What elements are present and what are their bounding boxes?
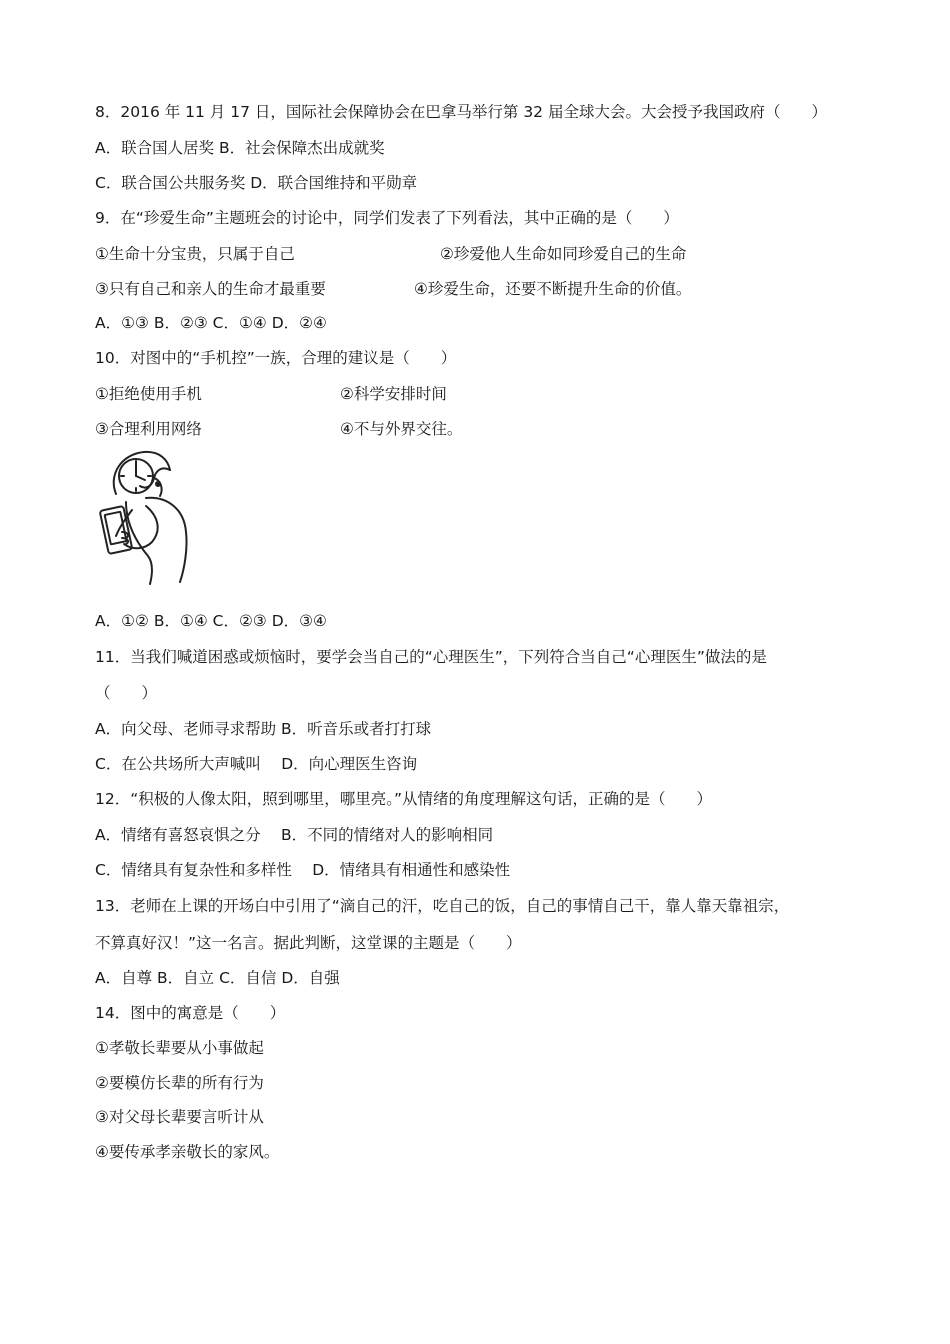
q9-item2: ②珍爱他人生命如同珍爱自己的生命: [440, 245, 687, 263]
q10-item4: ④不与外界交往。: [340, 420, 463, 438]
q10-item1: ①拒绝使用手机: [95, 385, 202, 403]
q14-item2: ②要模仿长辈的所有行为: [95, 1074, 264, 1092]
q10-options: A．①② B．①④ C．②③ D．③④: [95, 612, 327, 630]
q9-item1: ①生命十分宝贵，只属于自己: [95, 245, 295, 263]
q9-item4: ④珍爱生命，还要不断提升生命的价值。: [414, 280, 692, 298]
q9-options: A．①③ B．②③ C．①④ D．②④: [95, 314, 327, 332]
q9-item3: ③只有自己和亲人的生命才最重要: [95, 280, 326, 298]
q14-item4: ④要传承孝亲敬长的家风。: [95, 1143, 280, 1161]
q10-item2: ②科学安排时间: [340, 385, 447, 403]
q13-stem: 13．老师在上课的开场白中引用了“滴自己的汗，吃自己的饭，自己的事情自己干，靠人靠天靠祖宗，: [95, 897, 790, 915]
q8-options-line2: C．联合国公共服务奖 D．联合国维持和平勋章: [95, 174, 418, 192]
q10-item3: ③合理利用网络: [95, 420, 202, 438]
q11-stem: 11．当我们喊道困惑或烦恼时，要学会当自己的“心理医生”，下列符合当自己“心理医生”做法的是: [95, 648, 767, 666]
phone-addict-illustration: [96, 446, 196, 586]
q12-stem: 12．“积极的人像太阳，照到哪里，哪里亮。”从情绪的角度理解这句话，正确的是（ ）: [95, 790, 713, 808]
q11-options-line1: A．向父母、老师寻求帮助 B．听音乐或者打打球: [95, 720, 432, 738]
q11-stem-cont: （ ）: [95, 684, 158, 702]
q11-options-line2: C．在公共场所大声喊叫 D．向心理医生咨询: [95, 755, 418, 773]
q10-stem: 10．对图中的“手机控”一族，合理的建议是（ ）: [95, 349, 457, 367]
q14-item3: ③对父母长辈要言听计从: [95, 1108, 264, 1126]
q13-stem-cont: 不算真好汉！”这一名言。据此判断，这堂课的主题是（ ）: [95, 934, 522, 952]
q13-options: A．自尊 B．自立 C．自信 D．自强: [95, 969, 340, 987]
q8-options-line1: A．联合国人居奖 B．社会保障杰出成就奖: [95, 139, 385, 157]
q8-stem: 8．2016 年 11 月 17 日，国际社会保障协会在巴拿马举行第 32 届全球大会。大会授予我国政府（ ）: [95, 103, 827, 121]
q9-stem: 9．在“珍爱生命”主题班会的讨论中，同学们发表了下列看法，其中正确的是（ ）: [95, 209, 679, 227]
q12-options-line1: A．情绪有喜怒哀惧之分 B．不同的情绪对人的影响相同: [95, 826, 494, 844]
q14-stem: 14．图中的寓意是（ ）: [95, 1004, 286, 1022]
q12-options-line2: C．情绪具有复杂性和多样性 D．情绪具有相通性和感染性: [95, 861, 511, 879]
q14-item1: ①孝敬长辈要从小事做起: [95, 1039, 264, 1057]
